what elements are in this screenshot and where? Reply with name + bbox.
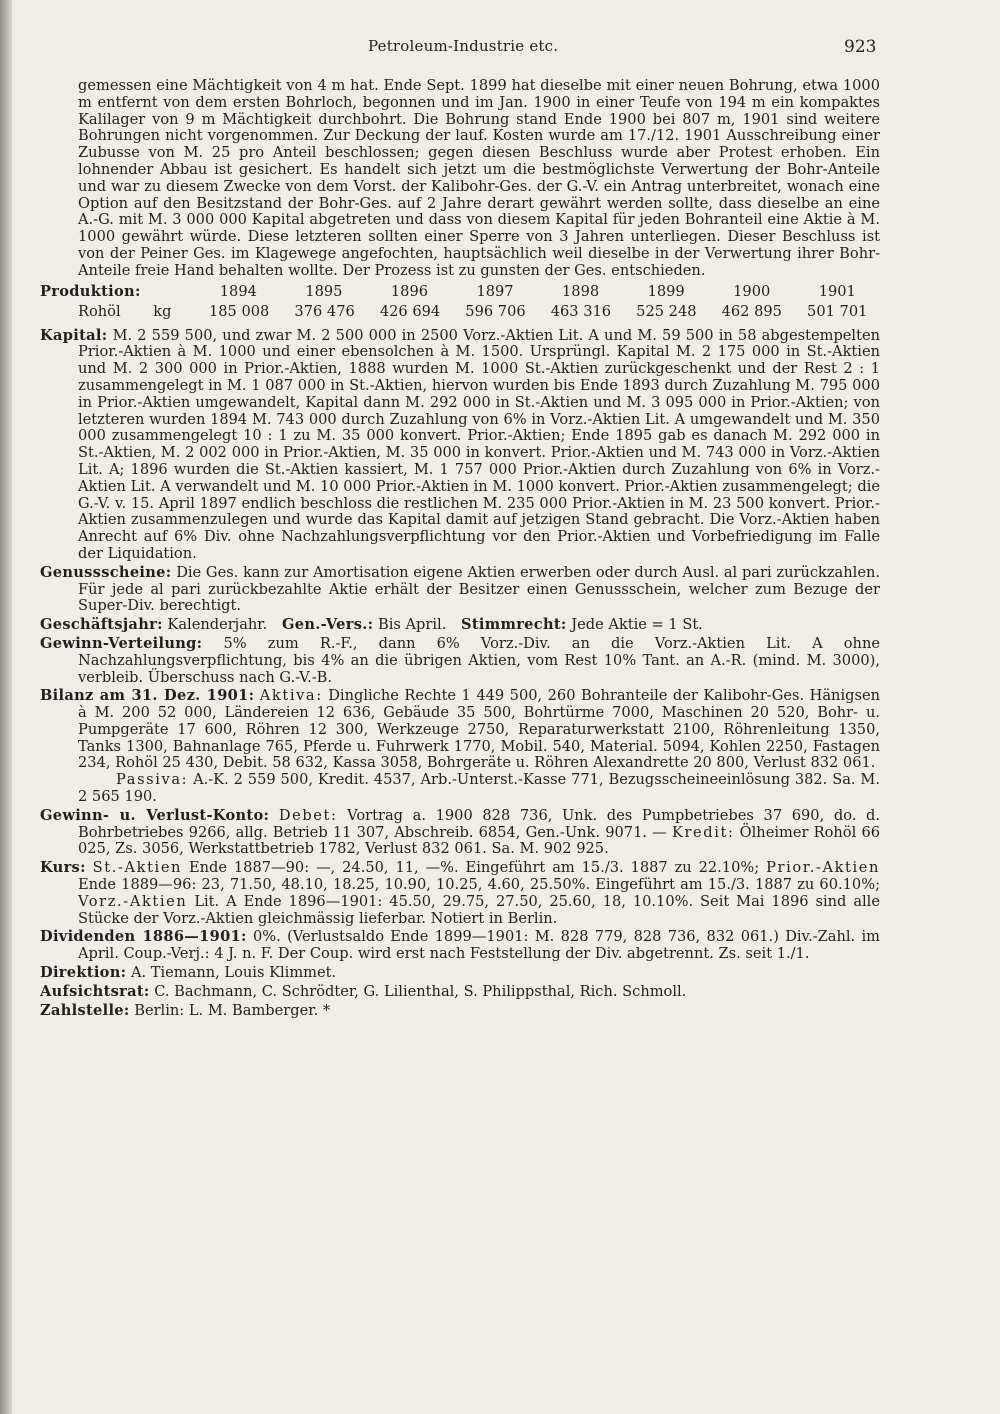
intro-paragraph: gemessen eine Mächtigkeit von 4 m hat. Ende Sept. 1899 hat dieselbe mit einer neuen Bohrung, etwa 1000 m entfernt von dem ersten Bohrloch, begonnen und im Jan. 1900 in einer Teufe von 194 m ein kompaktes Kalilager von 9 m Mächtigkeit durchbohrt. Die Bohrung stand Ende 1900 bei 807 m, 1901 sind weitere Bohrungen nicht vorgenommen. Zur Deckung der lauf. Kosten wurde am 17./12. 1901 Ausschreibung einer Zubusse von M. 25 pro Anteil beschlossen; gegen diesen Beschluss wurde aber Protest erhoben. Ein lohnender Abbau ist gesichert. Es handelt sich jetzt um die bestmöglichste Verwertung der Bohr-Anteile und war zu diesem Zwecke von dem Vorst. der Kalibohr-Ges. der G.-V. ein Antrag unterbreitet, wonach eine Option auf den Besitzstand der Bohr-Ges. auf 2 Jahre derart gewährt werden sollte, dass dieselbe an eine A.-G. mit M. 3 000 000 Kapital abgetreten und dass von diesem Kapital für jeden Bohranteil eine Aktie à M. 1000 gewährt würde. Diese letzteren sollten einer Sperre von 3 Jahren unterliegen. Dieser Beschluss ist von der Peiner Ges. im Klagewege angefochten, hauptsächlich weil dieselbe in der Verwertung ihrer Bohr-Anteile freie Hand behalten wollte. Der Prozess ist zu gunsten der Ges. entschieden. [78,77,880,279]
page-number: 923 [844,37,877,57]
production-item [40,304,196,321]
dividenden-text: 0%. (Verlustsaldo Ende 1899—1901: M. 828 779, 828 736, 832 061.) Div.-Zahl. im April. Coup.-Verj.: 4 J. n. F. Der Coup. wird erst nach Feststellung der Div. abgetrennt. Zs. seit 1./1. [78,928,880,963]
production-year: 1896 [390,282,429,300]
production-year: 1899 [647,282,685,300]
passiva-paragraph [40,772,880,806]
direktion-text: A. Tiemann, Louis Klimmet. [130,964,337,982]
gewinn-verteilung-section [40,636,880,686]
production-value: 185 008 [208,302,270,320]
kurs-label: Kurs: [40,859,86,877]
guv-section [40,808,880,858]
page-header [0,37,1000,61]
production-value: 462 895 [721,302,782,320]
production-unit: kg [153,302,172,320]
stimmrecht-label: Stimmrecht: [460,616,567,634]
kredit-text: Ölheimer Rohöl 66 025, Zs. 3056, Werkstattbetrieb 1782, Verlust 832 061. Sa. M. 902 925. [78,823,881,858]
production-year: 1898 [562,282,600,300]
production-value: 463 316 [550,302,612,320]
kurs-st-label: St.-Aktien [92,859,183,877]
geschaeftsjahr-section [40,617,880,634]
debet-label: Debet: [278,806,338,824]
kurs-prior-label: Prior.-Aktien [766,859,881,877]
production-value: 525 248 [636,302,697,320]
production-year: 1901 [818,282,856,300]
zahlstelle-text: Berlin: L. M. Bamberger. * [134,1001,331,1019]
aktiva-label: Aktiva: [259,687,323,705]
aktiva-text: Dingliche Rechte 1 449 500, 260 Bohranteile der Kalibohr-Ges. Hänigsen à M. 200 52 000, Ländereien 12 636, Gebäude 35 500, Bohrtürme 7000, Maschinen 20 520, Bohr- u. Pumpgeräte 17 600, Röhren 12 300, Werkzeuge 2750, Reparaturwerkstatt 2100, Röhrenleitung 1350, Tanks 1300, Bahnanlage 765, Pferde u. Fuhrwerk 1770, Mobil. 540, Material. 5094, Kohlen 2250, Fastagen 234, Rohöl 25 430, Debit. 58 632, Kassa 3058, Bohrgeräte u. Röhren Alexandrette 20 800, Verlust 832 061. [78,687,880,772]
kapital-section [40,328,880,563]
kurs-prior-text: Ende 1889—96: 23, 71.50, 48.10, 18.25, 10.90, 10.25, 4.60, 25.50%. Eingeführt am 15./3. 1887 zu 60.10%; [78,876,880,894]
direktion-label: Direktion: [40,964,127,982]
genussscheine-section [40,565,880,615]
production-year: 1897 [476,282,514,300]
bilanz-label: Bilanz am 31. Dez. 1901: [40,687,255,705]
production-table [40,284,880,324]
gen-vers-label: Gen.-Vers.: [281,616,374,634]
dividenden-section [40,929,880,963]
kapital-label: Kapital: [40,326,108,344]
kredit-label: Kredit: [671,823,735,841]
production-year: 1900 [733,282,771,300]
running-title: Petroleum-Industrie etc. [368,37,559,55]
kurs-vorz-text: Lit. A Ende 1896—1901: 45.50, 29.75, 27.50, 25.60, 18, 10.10%. Seit Mai 1896 sind alle Stücke der Vorz.-Aktien gleichmässig lieferbar. Notiert in Berlin. [78,892,880,927]
production-value: 426 694 [379,302,441,320]
genussscheine-text: Die Ges. kann zur Amortisation eigene Aktien erwerben oder durch Ausl. al pari zurückzahlen. Für jede al pari zurückbezahlte Aktie erhält der Besitzer einen Genussschein, welcher zum Bezuge der Super-Div. berechtigt. [78,563,881,615]
kurs-section [40,860,880,927]
production-header-row [40,284,880,304]
gewinn-verteilung-text: 5% zum R.-F., dann 6% Vorz.-Div. an die Vorz.-Aktien Lit. A ohne Nachzahlungsverpflichtung, bis 4% an die übrigen Aktien, vom Rest 10% Tant. an A.-R. (mind. M. 3000), verbleib. Überschuss nach G.-V.-B. [78,634,880,686]
aufsichtsrat-label: Aufsichtsrat: [40,982,150,1000]
production-item-name: Rohöl [78,302,121,320]
aufsichtsrat-section [40,984,880,1001]
kapital-text: M. 2 559 500, und zwar M. 2 500 000 in 2500 Vorz.-Aktien Lit. A und M. 59 500 in 58 abgestempelten Prior.-Aktien à M. 1000 und einer ebensolchen à M. 1500. Ursprüngl. Kapital M. 2 175 000 in St.-Aktien und M. 2 300 000 in Prior.-Aktien, 1888 wurden M. 1000 St.-Aktien zurückgeschenkt und der Rest 2 : 1 zusammengelegt in M. 1 087 000 in St.-Aktien, hiervon wurden bis Ende 1893 durch Zuzahlung M. 795 000 in Prior.-Aktien umgewandelt, Kapital dann M. 292 000 in St.-Aktien und M. 3 095 000 in Prior.-Aktien; von letzteren wurden 1894 M. 743 000 durch Zuzahlung von 6% in Vorz.-Aktien Lit. A umgewandelt und M. 350 000 zusammengelegt 10 : 1 zu M. 35 000 konvert. Prior.-Aktien; Ende 1895 gab es danach M. 292 000 in St.-Aktien, M. 2 002 000 in Prior.-Aktien, M. 35 000 in konvert. Prior.-Aktien und M. 743 000 in Vorz.-Aktien Lit. A; 1896 wurden die St.-Aktien kassiert, M. 1 757 000 Prior.-Aktien durch Zuzahlung von 6% in Vorz.-Aktien Lit. A verwandelt und M. 10 000 Prior.-Aktien in M. 1000 konvert. Prior.-Aktien zusammengelegt; die G.-V. v. 15. April 1897 endlich beschloss die restlichen M. 235 000 Prior.-Aktien in M. 23 500 konvert. Prior.-Aktien zusammenzulegen und wurde das Kapital damit auf jetzigen Stand gebracht. Die Vorz.-Aktien haben Anrecht auf 6% Div. ohne Nachzahlungsverpflichtung vor den Prior.-Aktien und Vorbefriedigung im Falle der Liquidation. [78,326,881,562]
production-year: 1894 [219,282,257,300]
kurs-vorz-label: Vorz.-Aktien [78,892,188,910]
production-value: 501 701 [807,302,868,320]
guv-label: Gewinn- u. Verlust-Konto: [40,806,270,824]
production-year: 1895 [305,282,343,300]
zahlstelle-section [40,1003,880,1020]
zahlstelle-label: Zahlstelle: [40,1001,130,1019]
passiva-label: Passiva: [116,771,189,789]
production-label: Produktion: [40,282,141,300]
bilanz-section [40,688,880,772]
page-body [40,78,880,1019]
gewinn-verteilung-label: Gewinn-Verteilung: [40,634,203,652]
debet-text: Vortrag a. 1900 828 736, Unk. des Pumpbetriebes 37 690, do. d. Bohrbetriebes 9266, allg. Betrieb 11 307, Abschreib. 6854, Gen.-Unk. 9071. — [78,806,880,841]
genussscheine-label: Genussscheine: [40,563,172,581]
gen-vers-text: Bis April. [377,616,447,634]
stimmrecht-text: Jede Aktie = 1 St. [571,616,703,634]
page-edge-shadow [0,0,12,1414]
production-value-row [40,304,880,324]
aufsichtsrat-text: C. Bachmann, C. Schrödter, G. Lilienthal, S. Philippsthal, Rich. Schmoll. [154,982,687,1000]
dividenden-label: Dividenden 1886—1901: [40,928,247,946]
passiva-text: A.-K. 2 559 500, Kredit. 4537, Arb.-Unterst.-Kasse 771, Bezugsscheineeinlösung 382. Sa. M. 2 565 190. [78,771,880,806]
direktion-section [40,965,880,982]
production-value: 596 706 [465,302,526,320]
kurs-st-text: Ende 1887—90: —, 24.50, 11, —%. Eingeführt am 15./3. 1887 zu 22.10%; [188,859,760,877]
geschaeftsjahr-label: Geschäftsjahr: [40,616,163,634]
geschaeftsjahr-text: Kalenderjahr. [167,616,268,634]
production-value: 376 476 [294,302,355,320]
